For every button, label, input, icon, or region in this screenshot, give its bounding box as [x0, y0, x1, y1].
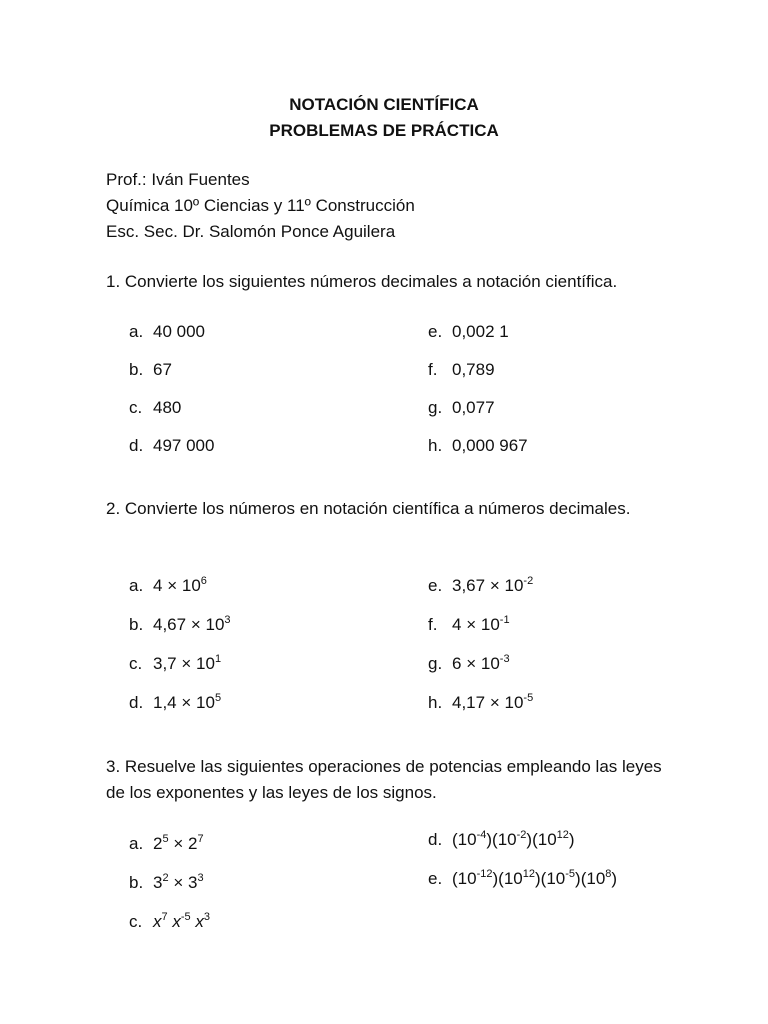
exponent: -5 — [523, 692, 534, 704]
times-sign: × — [489, 693, 500, 712]
base: 10 — [457, 830, 477, 849]
section-2-item-b — [129, 614, 231, 636]
exponent: 3 — [203, 911, 210, 923]
course-name: Química 10º Ciencias y 11º Construcción — [106, 196, 415, 215]
exponent: -1 — [499, 614, 510, 626]
section-3-item-c — [129, 911, 210, 933]
exponent: 8 — [605, 868, 612, 880]
page-title-line-2: PROBLEMAS DE PRÁCTICA — [269, 121, 499, 140]
page-title-line-1: NOTACIÓN CIENTÍFICA — [289, 95, 479, 114]
item-label: e. — [428, 322, 443, 341]
coefficient: 3,7 — [153, 654, 177, 673]
base: 3 — [188, 873, 198, 892]
item-label: b. — [129, 360, 144, 379]
base: 10 — [480, 615, 500, 634]
item-label: h. — [428, 693, 443, 712]
times-sign: × — [181, 693, 192, 712]
base: 2 — [188, 834, 198, 853]
coefficient: 1,4 — [153, 693, 177, 712]
item-label: b. — [129, 615, 144, 634]
exponent: -5 — [180, 911, 191, 923]
coefficient: 4,67 — [153, 615, 187, 634]
times-sign: × — [190, 615, 201, 634]
times-sign: × — [181, 654, 192, 673]
base: 3 — [153, 873, 163, 892]
base: 10 — [546, 869, 566, 888]
item-label: e. — [428, 576, 443, 595]
section-1-item-g — [428, 397, 495, 419]
item-label: d. — [129, 693, 144, 712]
section-1-item-c — [129, 397, 181, 419]
item-value: 67 — [153, 360, 172, 379]
item-value: 0,077 — [452, 398, 495, 417]
exponent: 7 — [161, 911, 168, 923]
exponent: -4 — [476, 829, 487, 841]
exponent: 7 — [197, 833, 204, 845]
coefficient: 4 — [153, 576, 163, 595]
section-1-item-h — [428, 435, 528, 457]
section-2-item-g — [428, 653, 510, 675]
base: 10 — [205, 615, 225, 634]
section-2-item-f — [428, 614, 510, 636]
section-1-item-e — [428, 321, 509, 343]
base: 10 — [497, 830, 517, 849]
base: 10 — [181, 576, 201, 595]
section-3-item-e: e. $(10^{-12})(10^{12})(10^{-5})(10^8)$ — [428, 868, 618, 888]
item-label: d. — [428, 830, 443, 849]
section-2-item-e — [428, 575, 533, 597]
item-label: g. — [428, 398, 443, 417]
coefficient: 4 — [452, 615, 462, 634]
item-value: 0,002 1 — [452, 322, 509, 341]
times-sign: × — [466, 654, 477, 673]
base: 10 — [537, 830, 557, 849]
exponent: 5 — [162, 833, 169, 845]
item-label: b. — [129, 873, 144, 892]
variable: x — [153, 912, 162, 931]
base: 10 — [196, 654, 215, 673]
section-2-prompt: 2. Convierte los números en notación científica a números decimales. — [106, 499, 631, 518]
exponent: -3 — [499, 653, 510, 665]
section-1-item-f — [428, 359, 495, 381]
exponent: -5 — [565, 868, 576, 880]
times-sign: × — [466, 615, 477, 634]
exponent: 3 — [224, 614, 231, 626]
item-label: f. — [428, 615, 438, 634]
exponent: 1 — [214, 653, 222, 665]
variable: x — [195, 912, 204, 931]
exponent: -2 — [516, 829, 527, 841]
exponent: 3 — [197, 872, 204, 884]
base: 10 — [480, 654, 500, 673]
variable: x — [172, 912, 181, 931]
base: 10 — [196, 693, 215, 712]
times-sign: × — [173, 834, 184, 853]
section-1-item-d — [129, 435, 214, 457]
exponent: 12 — [556, 829, 569, 841]
base: 10 — [586, 869, 606, 888]
section-2-item-c — [129, 653, 221, 675]
item-label: a. — [129, 834, 144, 853]
item-label: a. — [129, 576, 144, 595]
exponent: -12 — [476, 868, 493, 880]
base: 10 — [504, 576, 524, 595]
exponent: 12 — [522, 868, 535, 880]
item-label: g. — [428, 654, 443, 673]
coefficient: 6 — [452, 654, 462, 673]
times-sign: × — [489, 576, 500, 595]
coefficient: 3,67 — [452, 576, 486, 595]
times-sign: × — [167, 576, 178, 595]
exponent: 2 — [162, 872, 169, 884]
section-3-prompt: 3. Resuelve las siguientes operaciones de potencias empleando las leyes de los exponentes y las leyes de los signos. — [106, 757, 662, 802]
school-name: Esc. Sec. Dr. Salomón Ponce Aguilera — [106, 222, 396, 241]
base: 2 — [153, 834, 163, 853]
coefficient: 4,17 — [452, 693, 486, 712]
section-1-prompt: 1. Convierte los siguientes números decimales a notación científica. — [106, 272, 618, 291]
item-label: f. — [428, 360, 438, 379]
item-label: h. — [428, 436, 443, 455]
exponent: -2 — [523, 575, 534, 587]
exponent: 5 — [214, 692, 222, 704]
exponent: 6 — [200, 575, 207, 587]
item-label: e. — [428, 869, 443, 888]
item-label: c. — [129, 398, 143, 417]
item-label: d. — [129, 436, 144, 455]
item-value: 0,789 — [452, 360, 495, 379]
item-label: c. — [129, 912, 143, 931]
section-3-item-a — [129, 833, 204, 855]
times-sign: × — [173, 873, 184, 892]
item-label: c. — [129, 654, 143, 673]
section-2-item-d — [129, 692, 221, 714]
base: 10 — [504, 693, 524, 712]
section-1-item-b — [129, 359, 172, 381]
section-3-item-d: d. $(10^{-4})(10^{-2})(10^{12})$ — [428, 829, 575, 849]
section-1-item-a — [129, 321, 205, 343]
base: 10 — [457, 869, 477, 888]
item-label: a. — [129, 322, 144, 341]
base: 10 — [503, 869, 523, 888]
item-value: 480 — [153, 398, 182, 417]
section-3-item-b — [129, 872, 204, 894]
item-value: 0,000 967 — [452, 436, 528, 455]
section-2-item-h — [428, 692, 533, 714]
item-value: 40 000 — [153, 322, 205, 341]
item-value: 497 000 — [153, 436, 215, 455]
teacher-name: Prof.: Iván Fuentes — [106, 170, 250, 189]
section-2-item-a — [129, 575, 207, 597]
